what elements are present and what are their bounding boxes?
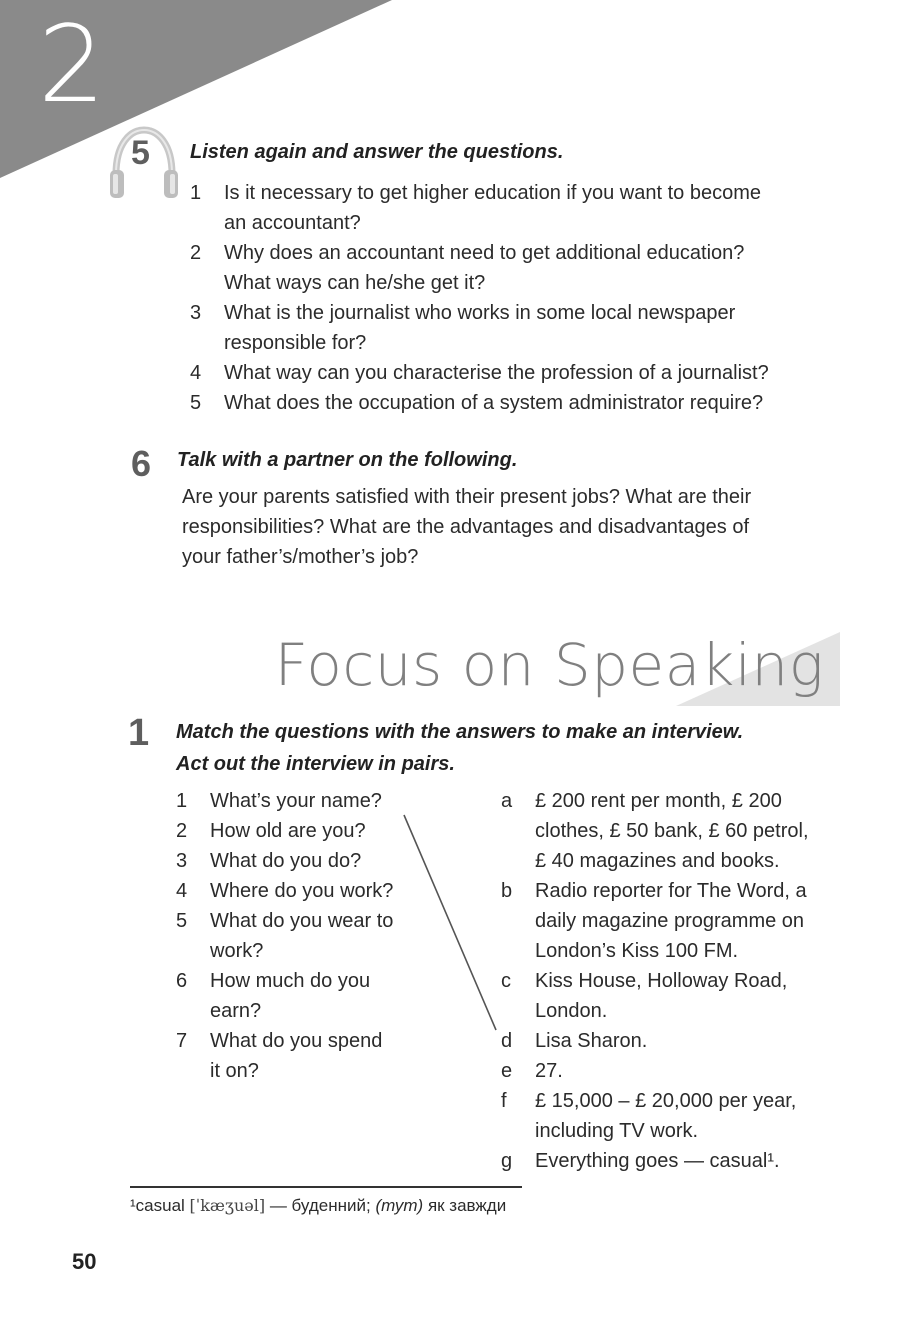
text-line: Are your parents satisfied with their present jobs? What are their <box>182 486 752 508</box>
instruction-line: Match the questions with the answers to make an interview. <box>176 721 744 743</box>
text-line: your father’s/mother’s job? <box>182 546 419 568</box>
task-5-number: 5 <box>131 134 150 172</box>
task-6-number: 6 <box>131 443 152 484</box>
footnote-translation: — буденний; <box>265 1196 376 1215</box>
section-title: Focus on Speaking <box>274 631 824 699</box>
footnote-rule <box>130 1186 522 1188</box>
page-number: 50 <box>72 1249 97 1274</box>
footnote <box>130 1195 506 1217</box>
instruction-line: Act out the interview in pairs. <box>176 753 455 775</box>
footnote-note: (тут) <box>375 1196 424 1215</box>
task-6-text <box>182 482 751 572</box>
footnote-transcription: [ˈkæʒuəl] <box>189 1196 266 1215</box>
speaking-task-1-number: 1 <box>128 712 150 754</box>
footnote-rest: як завжди <box>423 1196 507 1215</box>
task-6-instruction: Talk with a partner on the following. <box>177 449 518 471</box>
task-5-instruction: Listen again and answer the questions. <box>190 141 564 163</box>
footnote-word: ¹casual <box>130 1196 185 1215</box>
text-line: responsibilities? What are the advantages and disadvantages of <box>182 516 750 538</box>
speaking-task-1-instruction <box>176 716 743 780</box>
unit-number: 2 <box>38 3 106 126</box>
